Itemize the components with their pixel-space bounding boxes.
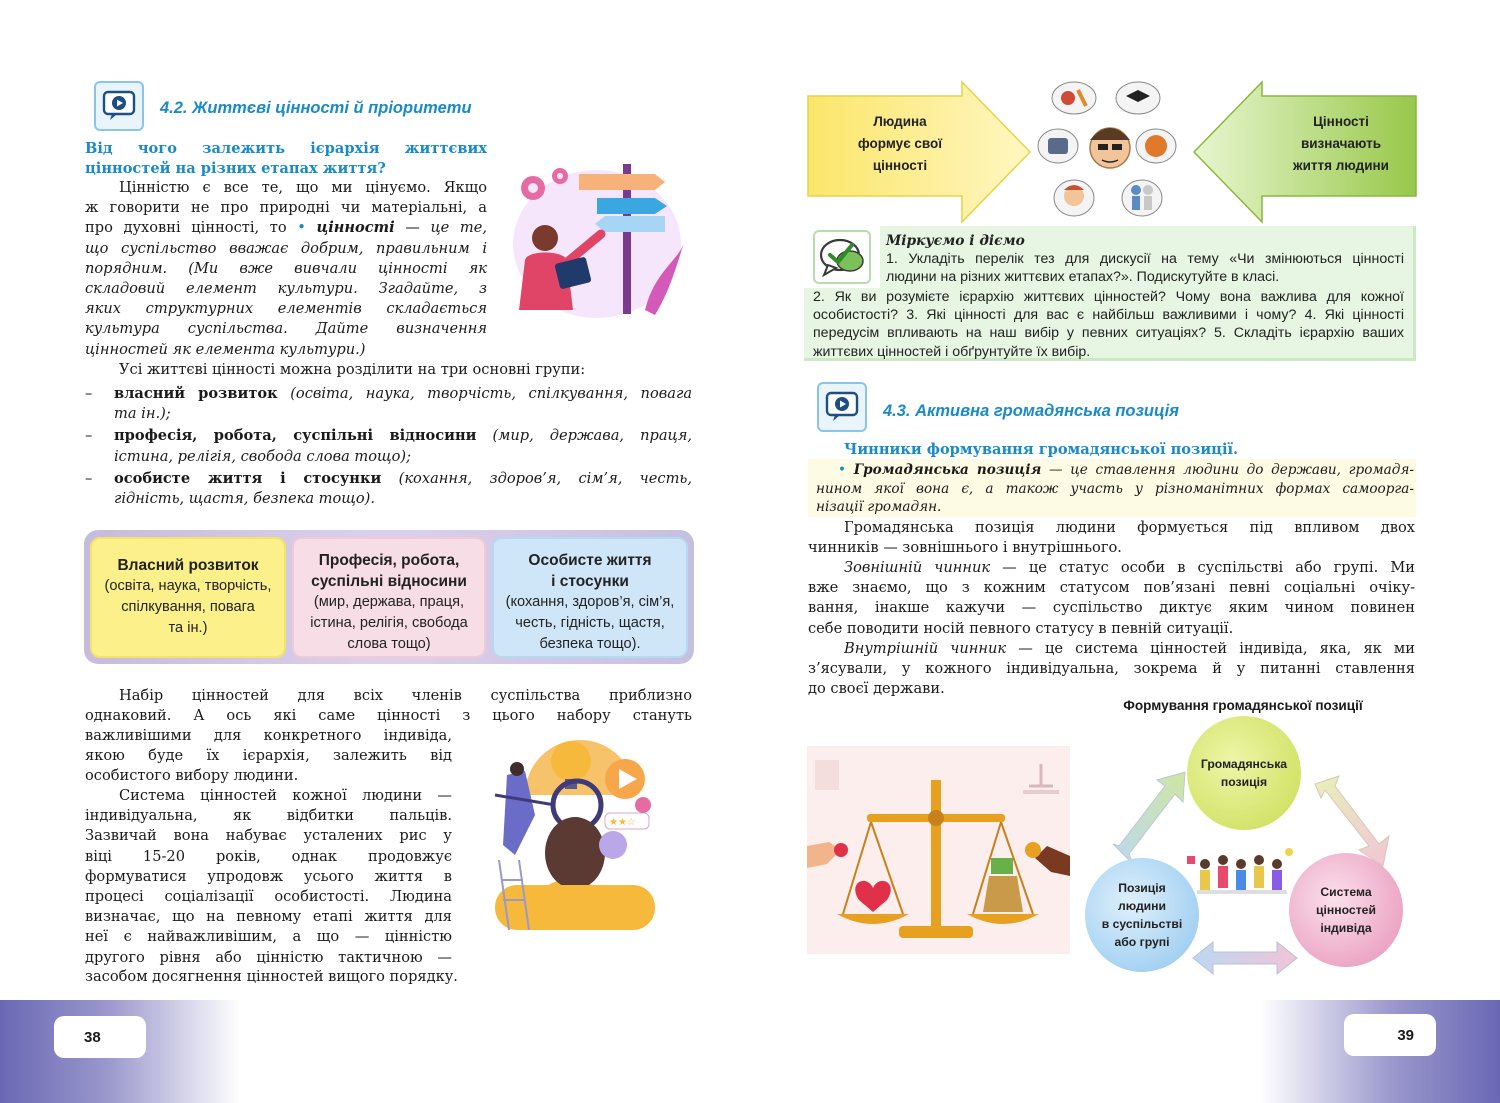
external-factor-paragraph: Зовнішній чинник — це статус особи в суспільстві або групі. Ми вже знаємо, що з кожним статусом пов’язані певні соціальні очіку- вання, інакше кажучи — суспільство диктує яким чином повинен себе поводити носій певного статусу в певній ситуації. (808, 559, 1415, 637)
group-item-1: – власний розвиток (освіта, наука, творчість, спілкування, повага та ін.); (85, 385, 693, 423)
definition-bullet: • (297, 219, 306, 237)
discuss-text-bottom: 2. Як ви розумієте ієрархію життєвих цінностей? Чому вона важлива для кожної особистості? 3. Які цінності для вас є найбільш важливими і чому? 4. Які цінності передусім впливають на наш вибір у певних ситуаціях? 5. Складіть ієрархію ваших життєвих цінностей і обґрунтуйте їх вибір. (813, 289, 1404, 360)
section-4-2-title: 4.2. Життєві цінності й пріоритети (160, 99, 472, 117)
card-profession-work: Професія, робота, суспільні відносини (мир, держава, праця, істина, релігія, свобода слова тощо) (292, 537, 486, 658)
circle-value-system: Система цінностей індивіда (1289, 853, 1403, 967)
group-item-2: – професія, робота, суспільні відносини (мир, держава, праця, істина, релігія, свобода слова тощо); (85, 427, 693, 465)
section-4-2-icon (94, 81, 144, 131)
intro-paragraph: Цінністю є все те, що ми цінуємо. Якщо ж говорити не про природні чи матеріальні, а про духовні цінності, то • цінності — це те, що суспільство вважає добрим, правильним і порядним. (Ми вже вивчали цінності як складовий елемент культури. Згадайте, з яких структурних елементів складається культура суспільства. Дайте визначення цінностей як елемента культури.) (85, 179, 488, 358)
page-number-right: 39 (1344, 1014, 1436, 1056)
section-4-3-title: 4.3. Активна громадянська позиція (883, 402, 1179, 420)
scales-illustration (807, 746, 1070, 954)
signpost-illustration (505, 160, 690, 320)
group-item-3: – особисте життя і стосунки (кохання, здоров’я, сім’я, честь, гідність, щастя, безпека тощо). (85, 469, 692, 508)
circle-social-position: Позиція людини в суспільстві або групі (1085, 858, 1199, 972)
play-video-icon (102, 89, 136, 123)
discuss-title: Міркуємо і діємо (886, 233, 1025, 249)
values-cards (84, 530, 694, 664)
definition-text: • Громадянська позиція — це ставлення людини до держави, громадя- нином якої вона є, а також участь у різноманітних формах самоорга- нізації громадян. (816, 462, 1414, 516)
groups-intro: Усі життєві цінності можна розділити на три основні групи: (119, 361, 586, 378)
arrow-right-text: Цінності визначають життя людини (1293, 114, 1389, 173)
card-personal-development: Власний розвиток (освіта, наука, творчість, спілкування, повага та ін.) (90, 537, 286, 658)
arrow-left-text: Людина формує свої цінності (857, 114, 943, 173)
discuss-text-top: Міркуємо і діємо 1. Укладіть перелік тез для дискусії на тему «Чи змінюються цінності людини на різних життєвих етапах?». Подискутуйте в класі. (886, 233, 1404, 286)
svg-text:★★☆: ★★☆ (609, 817, 636, 828)
chat-check-icon (813, 230, 871, 284)
value-set-paragraph: Набір цінностей для всіх членів суспільства приблизно однаковий. А ось які саме цінності з цього набору стануть (85, 687, 692, 725)
value-set-paragraph-cont: важливішими для конкретного індивіда, якою буде їх ієрархія, залежить від особистого вибору людини. (85, 727, 452, 785)
circle-civic-position: Громадянська позиція (1187, 716, 1301, 830)
section-4-3-icon (817, 382, 867, 432)
values-groups-list (85, 384, 692, 509)
value-system-paragraph: Система цінностей кожної людини — індивідуальна, як відбитки пальців. Зазвичай вона набуває усталених рис у віці 15-20 років, однак продовжує формуватися упродовж усього життя в процесі соціалізації особистості. Людина визначає, що на певному етапі життя для неї є найважливішим, а що — цінністю другого рівня або цінністю тактичною — (85, 787, 452, 966)
head-lightbulb-illustration (485, 735, 665, 935)
civic-position-paragraph: Громадянська позиція людини формується під впливом двох чинників — зовнішнього і внутрішнього. (808, 519, 1415, 557)
right-subheading: Чинники формування громадянської позиції. (844, 441, 1239, 458)
value-system-last-line: засобом досягнення цінностей вищого порядку. (85, 968, 458, 985)
left-subheading: Від чого залежить ієрархія життєвих цінностей на різних етапах життя? (85, 140, 487, 177)
diagram-title: Формування громадянської позиції (1123, 698, 1363, 713)
internal-factor-paragraph: Внутрішній чинник — це система цінностей індивіда, яка, як ми з’ясували, у кожного індивідуальна, зокрема й у питанні ставлення до своєї держави. (808, 640, 1416, 698)
page-number-left: 38 (54, 1016, 146, 1058)
money-bag-icon (983, 876, 1023, 912)
play-video-icon (825, 390, 859, 424)
card-personal-life: Особисте життя і стосунки (кохання, здоров’я, сім’я, честь, гідність, щастя, безпека тощо). (492, 537, 688, 658)
